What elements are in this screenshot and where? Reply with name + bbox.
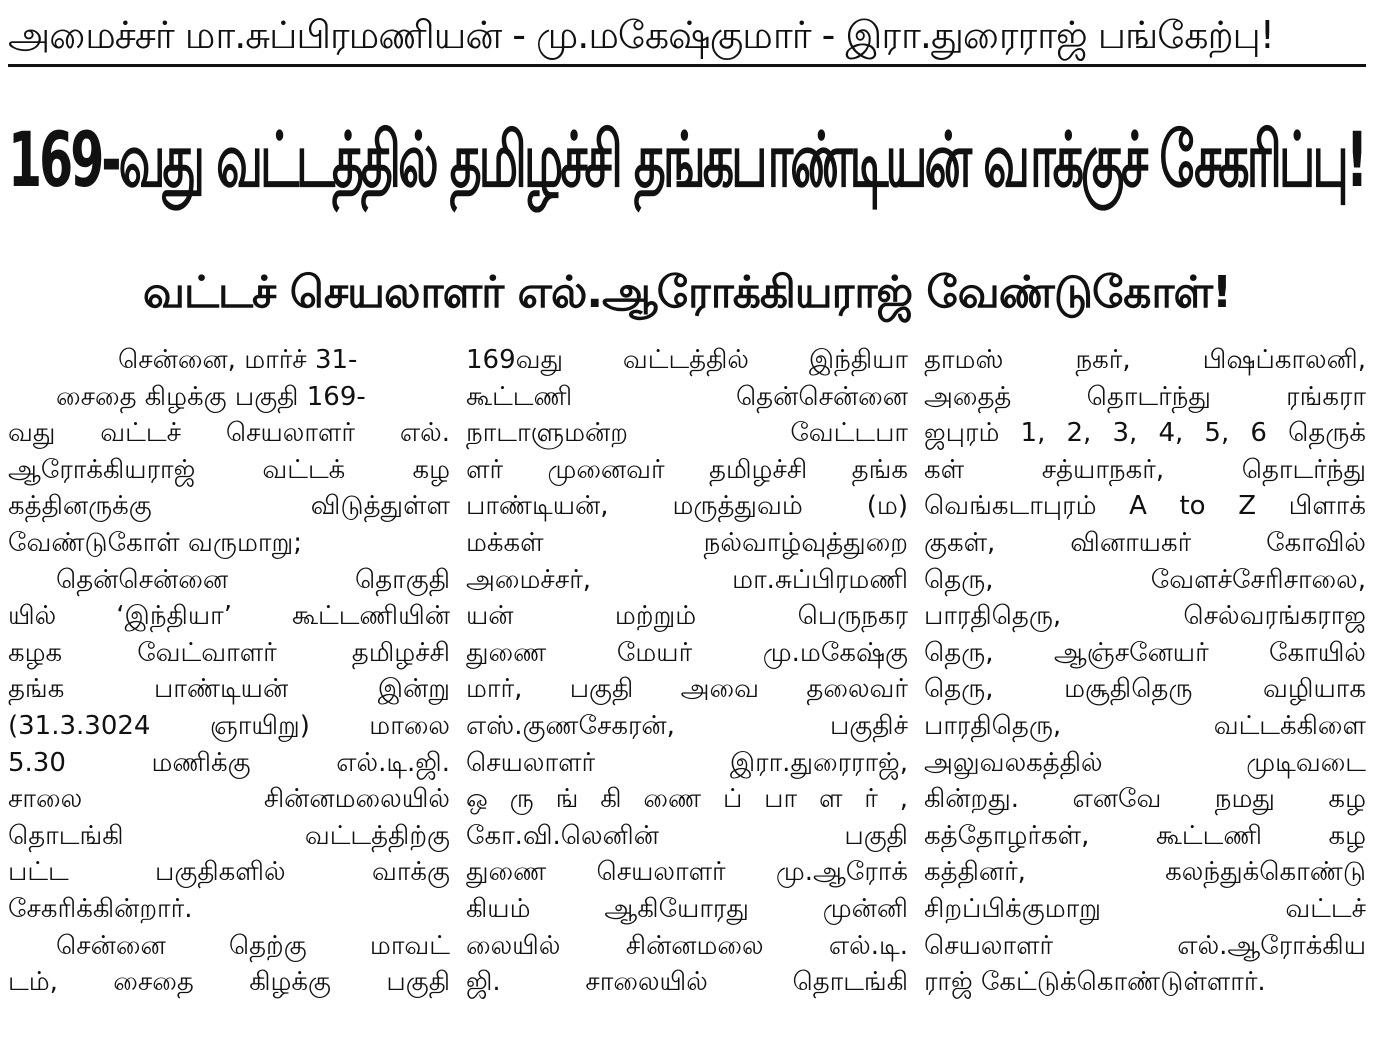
body-line: யில் ‘இந்தியா’ கூட்டணியின்: [8, 601, 450, 632]
body-line: பாண்டியன், மருத்துவம் (ம): [466, 491, 908, 522]
kicker-line: அமைச்சர் மா.சுப்பிரமணியன் - மு.மகேஷ்குமார் - இரா.துரைராஜ் பங்கேற்பு!: [8, 6, 1366, 67]
body-line: கோ.வி.லெனின் பகுதி: [466, 820, 908, 851]
body-line: 169வது வட்டத்தில் இந்தியா: [466, 345, 908, 375]
body-line: குகள், வினாயகர் கோவில்: [924, 527, 1366, 558]
body-line: மக்கள் நல்வாழ்வுத்துறை: [466, 527, 908, 558]
body-line: யன் மற்றும் பெருநகர: [466, 601, 908, 632]
body-line: ஜபுரம் 1, 2, 3, 4, 5, 6 தெருக்: [924, 418, 1366, 449]
body-line: அலுவலகத்தில் முடிவடை: [924, 747, 1366, 778]
body-line: தங்க பாண்டியன் இன்று: [8, 674, 450, 705]
body-line: தொடங்கி வட்டத்திற்கு: [8, 820, 450, 851]
body-line: தெரு, வேளச்சேரிசாலை,: [924, 564, 1366, 595]
body-line: அதைத் தொடர்ந்து ரங்கரா: [924, 381, 1366, 412]
body-line: பாரதிதெரு, செல்வரங்கராஜ: [924, 601, 1366, 632]
body-line: வெங்கடாபுரம் A to Z பிளாக்: [924, 491, 1366, 522]
body-line: தாமஸ் நகர், பிஷப்காலனி,: [924, 345, 1366, 375]
body-line: ஒ ரு ங் கி ணை ப் பா ள ர் ,: [466, 784, 908, 815]
body-line: துணை மேயர் மு.மகேஷ்கு: [466, 637, 908, 668]
column-1: [8, 342, 450, 1042]
column-2: [466, 342, 908, 1042]
body-line: துணை செயலாளர் மு.ஆரோக்: [466, 857, 908, 888]
body-line: சேகரிக்கின்றார்.: [8, 893, 193, 924]
body-line: ளர் முனைவர் தமிழச்சி தங்க: [466, 454, 908, 485]
body-line: கத்தோழர்கள், கூட்டணி கழ: [924, 820, 1366, 851]
column-3: [924, 342, 1366, 1042]
body-line: தெரு, மசூதிதெரு வழியாக: [924, 674, 1366, 705]
body-line: பட்ட பகுதிகளில் வாக்கு: [8, 857, 450, 888]
body-line: வேண்டுகோள் வருமாறு;: [8, 527, 303, 558]
body-line: 5.30 மணிக்கு எல்.டி.ஜி.: [8, 747, 450, 778]
body-line: தெரு, ஆஞ்சனேயர் கோயில்: [924, 637, 1366, 668]
body-line: கத்தினர், கலந்துக்கொண்டு: [924, 857, 1366, 888]
body-line: லையில் சின்னமலை எல்.டி.: [466, 930, 908, 961]
body-line: டம், சைதை கிழக்கு பகுதி: [8, 967, 450, 998]
body-line: மார், பகுதி அவை தலைவர்: [466, 674, 908, 705]
body-line: அமைச்சர், மா.சுப்பிரமணி: [466, 564, 908, 595]
body-line: கத்தினருக்கு விடுத்துள்ள: [8, 491, 450, 522]
body-line: சென்னை, மார்ச் 31-: [118, 345, 358, 375]
headline: 169-வது வட்டத்தில் தமிழச்சி தங்கபாண்டியன் வாக்குச் சேகரிப்பு!: [8, 116, 1366, 205]
body-line: சாலை சின்னமலையில்: [8, 784, 450, 815]
body-line: கியம் ஆகியோரது முன்னி: [466, 893, 908, 924]
body-line: எஸ்.குணசேகரன், பகுதிச்: [466, 710, 908, 741]
subheadline: வட்டச் செயலாளர் எல்.ஆரோக்கியராஜ் வேண்டுகோள்!: [142, 267, 1232, 318]
body-line: செயலாளர் எல்.ஆரோக்கிய: [924, 930, 1366, 961]
body-line: கூட்டணி தென்சென்னை: [466, 381, 908, 412]
article-body: [8, 342, 1368, 1042]
body-line: கள் சத்யாநகர், தொடர்ந்து: [924, 454, 1366, 485]
body-line: சிறப்பிக்குமாறு வட்டச்: [924, 893, 1366, 924]
body-line: செயலாளர் இரா.துரைராஜ்,: [466, 747, 908, 778]
body-line: கழக வேட்வாளர் தமிழச்சி: [8, 637, 450, 668]
body-line: தென்சென்னை தொகுதி: [56, 564, 450, 595]
body-line: ராஜ் கேட்டுக்கொண்டுள்ளார்.: [924, 967, 1266, 998]
body-line: சைதை கிழக்கு பகுதி 169-: [56, 381, 366, 412]
body-line: ஆரோக்கியராஜ் வட்டக் கழ: [8, 454, 450, 485]
body-line: சென்னை தெற்கு மாவட்: [56, 930, 450, 961]
body-line: கின்றது. எனவே நமது கழ: [924, 784, 1366, 815]
body-line: வது வட்டச் செயலாளர் எல்.: [8, 418, 450, 449]
body-line: ஜி. சாலையில் தொடங்கி: [466, 967, 908, 998]
body-line: நாடாளுமன்ற வேட்டபா: [466, 418, 908, 449]
body-line: பாரதிதெரு, வட்டக்கிளை: [924, 710, 1366, 741]
body-line: (31.3.3024 ஞாயிறு) மாலை: [8, 710, 450, 741]
